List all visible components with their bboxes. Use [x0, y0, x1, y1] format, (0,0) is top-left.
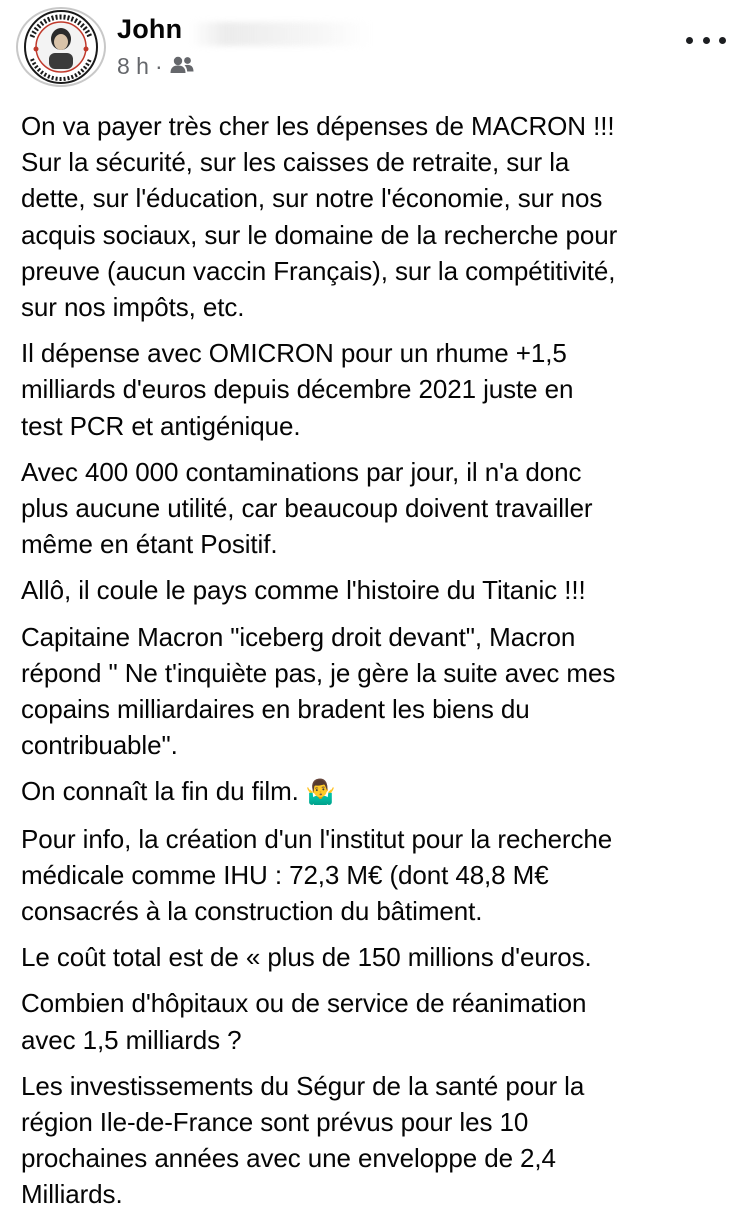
author-name[interactable]: John — [117, 14, 183, 44]
post-paragraph: On va payer très cher les dépenses de MACRON !!! Sur la sécurité, sur les caisses de retraite, sur la dette, sur l'éducation, sur notre l'économie, sur nos acquis sociaux, sur le domaine de la recherche pour preuve (aucun vaccin Français), sur la compétitivité, sur nos impôts, etc. — [21, 111, 618, 323]
post-text — [21, 108, 736, 1223]
avatar-badge-icon — [18, 9, 104, 85]
more-dot-icon — [703, 37, 710, 44]
post-paragraph: Allô, il coule le pays comme l'histoire du Titanic !!! — [21, 575, 586, 606]
post-time[interactable]: 8 h — [117, 53, 149, 79]
post-paragraph: Le coût total est de « plus de 150 millions d'euros. — [21, 942, 592, 973]
more-dot-icon — [686, 37, 693, 44]
post-meta — [117, 52, 195, 81]
post-paragraph: Capitaine Macron "iceberg droit devant", Macron répond " Ne t'inquiète pas, je gère la suite avec mes copains milliardaires en bradent les biens du contribuable". — [21, 621, 616, 761]
post-paragraph: Les investissements du Ségur de la santé pour la région Ile-de-France sont prévus pour les 10 prochaines années avec une enveloppe de 2,4 Milliards. — [21, 1070, 585, 1210]
post-paragraph-text: On connaît la fin du film. — [21, 776, 299, 807]
meta-separator: · — [154, 53, 163, 79]
friends-icon[interactable] — [169, 54, 195, 81]
more-options-button[interactable] — [686, 30, 726, 50]
avatar[interactable] — [16, 7, 106, 87]
more-dot-icon — [719, 37, 726, 44]
post-paragraph-with-emoji — [21, 773, 736, 810]
post-paragraph: Il dépense avec OMICRON pour un rhume +1,5 milliards d'euros depuis décembre 2021 juste en test PCR et antigénique. — [21, 338, 574, 441]
redacted-name-blur — [190, 22, 370, 46]
post-paragraph: Pour info, la création d'un l'institut pour la recherche médicale comme IHU : 72,3 M€ (dont 48,8 M€ consacrés à la construction du bâtiment. — [21, 823, 613, 927]
shrug-emoji-icon: 🤷‍♂️ — [305, 778, 336, 807]
post-paragraph: Combien d'hôpitaux ou de service de réanimation avec 1,5 milliards ? — [21, 988, 587, 1055]
post-header — [0, 0, 749, 95]
post-paragraph: Avec 400 000 contaminations par jour, il n'a donc plus aucune utilité, car beaucoup doivent travailler même en étant Positif. — [21, 456, 593, 560]
